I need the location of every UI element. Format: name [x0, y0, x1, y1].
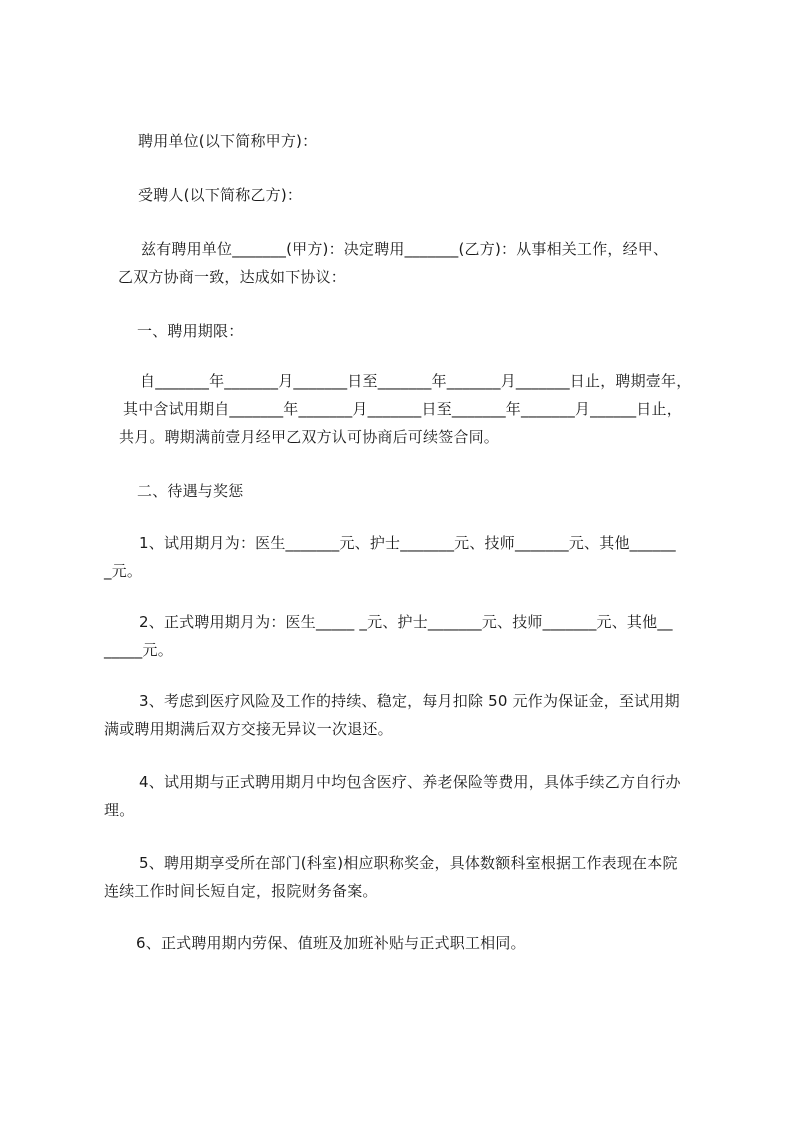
item-5-line-1: 5、聘用期享受所在部门(科室)相应职称奖金，具体数额科室根据工作表现在本院 [139, 854, 678, 872]
term-line-2: 其中含试用期自_______年_______月_______日至_______年_______月______日止， [123, 400, 682, 418]
term-line-1: 自_______年_______月_______日至_______年_______月_______日止，聘期壹年， [140, 372, 692, 390]
employee-line: 受聘人(以下简称乙方)： [138, 186, 303, 204]
employer-line: 聘用单位(以下简称甲方)： [138, 132, 318, 150]
item-4-line-2: 理。 [104, 801, 135, 819]
section-2-heading: 二、待遇与奖惩 [137, 482, 244, 500]
term-line-3: 共月。聘期满前壹月经甲乙双方认可协商后可续签合同。 [119, 428, 500, 446]
item-5-line-2: 连续工作时间长短自定，报院财务备案。 [104, 882, 378, 900]
item-2-line-1: 2、正式聘用期月为：医生_____ _元、护士_______元、技师_______元、其他__ [139, 613, 673, 631]
intro-line-1: 兹有聘用单位_______(甲方)：决定聘用_______(乙方)：从事相关工作，经甲、 [141, 240, 669, 258]
item-2-line-2: _____元。 [104, 641, 173, 659]
item-4-line-1: 4、试用期与正式聘用期月中均包含医疗、养老保险等费用，具体手续乙方自行办 [139, 773, 681, 791]
item-3-line-1: 3、考虑到医疗风险及工作的持续、稳定，每月扣除 50 元作为保证金，至试用期 [139, 692, 680, 710]
item-1-line-1: 1、试用期月为：医生_______元、护士_______元、技师_______元、其他______ [139, 534, 676, 552]
item-3-line-2: 满或聘用期满后双方交接无异议一次退还。 [104, 720, 393, 738]
section-1-heading: 一、聘用期限： [137, 322, 244, 340]
item-1-line-2: _元。 [104, 562, 143, 580]
item-6-line-1: 6、正式聘用期内劳保、值班及加班补贴与正式职工相同。 [136, 934, 526, 952]
intro-line-2: 乙双方协商一致，达成如下协议： [118, 268, 347, 286]
